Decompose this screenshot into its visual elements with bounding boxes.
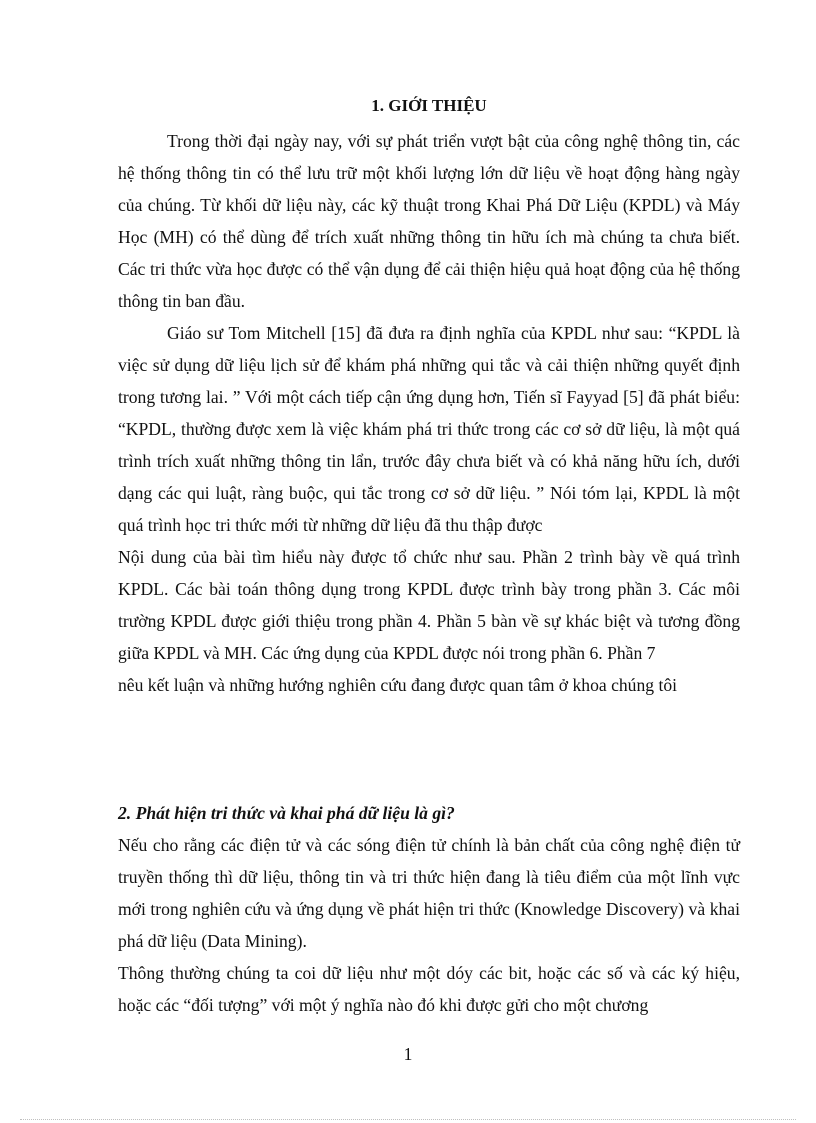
intro-paragraph-1: Trong thời đại ngày nay, với sự phát triển vượt bật của công nghệ thông tin, các hệ thống thông tin có thể lưu trữ một khối lượng lớn dữ liệu về hoạt động hàng ngày của chúng. Từ khối dữ liệu này, các kỹ thuật trong Khai Phá Dữ Liệu (KPDL) và Máy Học (MH) có thể dùng để trích xuất những thông tin hữu ích mà chúng ta chưa biết. Các tri thức vừa học được có thể vận dụng để cải thiện hiệu quả hoạt động của hệ thống thông tin ban đầu. <box>118 131 740 311</box>
section-2-paragraph-2: Thông thường chúng ta coi dữ liệu như một dóy các bit, hoặc các số và các ký hiệu, hoặc các “đối tượng” với một ý nghĩa nào đó khi được gửi cho một chương <box>118 963 740 1015</box>
intro-section <box>118 125 740 701</box>
section-2-heading: 2. Phát hiện tri thức và khai phá dữ liệu là gì? <box>118 803 455 823</box>
section-2 <box>118 797 740 1021</box>
page-title: 1. GIỚI THIỆU <box>371 96 487 115</box>
intro-paragraph-2: Giáo sư Tom Mitchell [15] đã đưa ra định nghĩa của KPDL như sau: “KPDL là việc sử dụng dữ liệu lịch sử để khám phá những qui tắc và cải thiện những quyết định trong tương lai. ” Với một cách tiếp cận ứng dụng hơn, Tiến sĩ Fayyad [5] đã phát biểu: “KPDL, thường được xem là việc khám phá tri thức trong các cơ sở dữ liệu, là một quá trình trích xuất những thông tin lẩn, trước đây chưa biết và có khả năng hữu ích, dưới dạng các qui luật, ràng buộc, qui tắc trong cơ sở dữ liệu. ” Nói tóm lại, KPDL là một quá trình học tri thức mới từ những dữ liệu đã thu thập được <box>118 323 740 535</box>
intro-paragraph-3: Nội dung của bài tìm hiểu này được tổ chức như sau. Phần 2 trình bày về quá trình KPDL. Các bài toán thông dụng trong KPDL được trình bày trong phần 3. Các môi trường KPDL được giới thiệu trong phần 4. Phần 5 bàn về sự khác biệt và tương đồng giữa KPDL và MH. Các ứng dụng của KPDL được nói trong phần 6. Phần 7 <box>118 547 740 663</box>
intro-paragraph-4: nêu kết luận và những hướng nghiên cứu đang được quan tâm ở khoa chúng tôi <box>118 675 678 695</box>
section-2-paragraph-1: Nếu cho rằng các điện tử và các sóng điện tử chính là bản chất của công nghệ điện tử truyền thống thì dữ liệu, thông tin và tri thức hiện đang là tiêu điểm của một lĩnh vực mới trong nghiên cứu và ứng dụng về phát hiện tri thức (Knowledge Discovery) và khai phá dữ liệu (Data Mining). <box>118 835 740 951</box>
page-number: 1 <box>403 1044 413 1064</box>
page-bottom-divider <box>20 1119 796 1120</box>
